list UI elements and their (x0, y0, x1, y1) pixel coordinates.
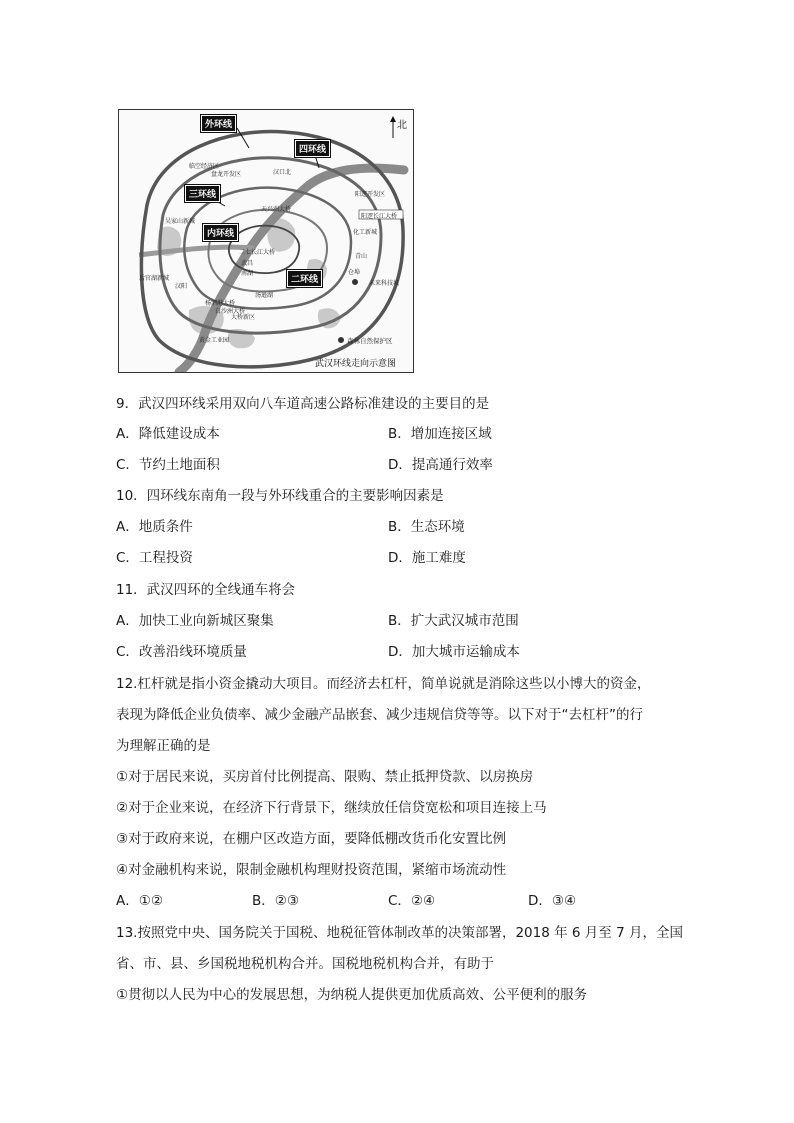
question-12-line: 为理解正确的是 (116, 738, 211, 754)
place-label: 汉阳 (175, 283, 188, 290)
question-10-option-b: B．生态环境 (388, 519, 465, 535)
question-11-option-d: D．加大城市运输成本 (388, 644, 520, 660)
place-label: 化工新城 (353, 229, 378, 236)
question-13-line: 13.按照党中央、国务院关于国税、地税征管体制改革的决策部署，2018 年 6 月至 7 月，全国 (116, 925, 683, 941)
question-11-option-a: A．加快工业向新城区聚集 (116, 613, 274, 629)
inner-ring-tag: 内环线 (203, 224, 238, 241)
question-12-choice-d: D．③④ (528, 893, 577, 909)
map-drawing (119, 110, 414, 373)
forest-legend-icon (338, 337, 344, 343)
question-11-stem: 11．武汉四环的全线通车将会 (116, 582, 296, 598)
question-10-stem: 10．四环线东南角一段与外环线重合的主要影响因素是 (116, 488, 444, 504)
question-12-choice-a: A．①② (116, 893, 163, 909)
map-caption: 武汉环线走向示意图 (315, 359, 397, 369)
question-9-option-c: C．节约土地面积 (116, 457, 220, 473)
place-label: 未来科技城 (369, 280, 400, 287)
place-label: 白沙洲大桥 (215, 308, 246, 315)
question-9-option-a: A．降低建设成本 (116, 426, 220, 442)
place-label: 后官湖新城 (139, 275, 170, 282)
question-10-option-c: C．工程投资 (116, 550, 193, 566)
question-12-choice-b: B．②③ (252, 893, 299, 909)
place-label: 临空经济区 (189, 163, 220, 170)
north-arrow-head-icon (390, 116, 396, 122)
place-label: 黄金工业园 (199, 337, 230, 344)
city-marker-icon (352, 279, 358, 285)
question-10-option-d: D．施工难度 (388, 550, 466, 566)
question-11-option-b: B．扩大武汉城市范围 (388, 613, 519, 629)
second-ring-tag: 二环线 (287, 270, 322, 287)
question-10-option-a: A．地质条件 (116, 519, 193, 535)
question-12-choice-c: C．②④ (388, 893, 436, 909)
place-label: 仓埠 (348, 269, 361, 276)
third-ring-tag: 三环线 (185, 185, 220, 202)
question-12-line: 表现为降低企业负债率、减少金融产品嵌套、减少违规信贷等等。以下对于“去杠杆”的行 (116, 707, 643, 723)
place-label: 杨泗港大桥 (205, 300, 236, 307)
place-label: 盘龙开发区 (211, 171, 242, 178)
fourth-ring-tag: 四环线 (295, 140, 330, 157)
place-label: 汤逊湖 (255, 292, 274, 299)
question-12-item: ④对金融机构来说，限制金融机构理财投资范围，紧缩市场流动性 (116, 862, 507, 878)
place-label: 二七长江大桥 (239, 249, 276, 256)
place-label: 阳逻开发区 (355, 191, 386, 198)
question-12-item: ②对于企业来说，在经济下行背景下，继续放任信贷宽松和项目连接上马 (116, 800, 547, 816)
question-13-line: 省、市、县、乡国税地税机构合并。国税地税机构合并，有助于 (116, 956, 494, 972)
question-12-item: ①对于居民来说，买房首付比例提高、限购、禁止抵押贷款、以房换房 (116, 769, 534, 785)
question-13-line: ①贯彻以人民为中心的发展思想，为纳税人提供更加优质高效、公平便利的服务 (116, 987, 588, 1003)
outer-ring-tag: 外环线 (201, 115, 236, 132)
place-label: 大桥新区 (231, 314, 256, 321)
wuhan-ring-map (118, 109, 414, 373)
place-label: 吴家山新城 (165, 218, 196, 225)
legend-label: 森林自然保护区 (347, 337, 393, 345)
place-label: 南湖 (241, 270, 254, 277)
tag-pointer (237, 128, 249, 148)
place-label: 天兴洲大桥 (261, 206, 292, 213)
place-label: 青山 (355, 253, 368, 260)
question-9-stem: 9．武汉四环线采用双向八车道高速公路标准建设的主要目的是 (116, 396, 490, 412)
north-label: 北 (397, 120, 407, 131)
question-12-item: ③对于政府来说，在棚户区改造方面，要降低棚改货币化安置比例 (116, 831, 507, 847)
question-12-line: 12.杠杆就是指小资金撬动大项目。而经济去杠杆，简单说就是消除这些以小博大的资金， (116, 676, 651, 692)
place-label: 汉口北 (273, 169, 292, 176)
han-river (139, 247, 254, 255)
question-9-option-b: B．增加连接区域 (388, 426, 492, 442)
question-9-option-d: D．提高通行效率 (388, 457, 493, 473)
place-label: 阳逻长江大桥 (361, 213, 398, 220)
question-11-option-c: C．改善沿线环境质量 (116, 644, 247, 660)
place-label: 武昌 (241, 260, 254, 267)
